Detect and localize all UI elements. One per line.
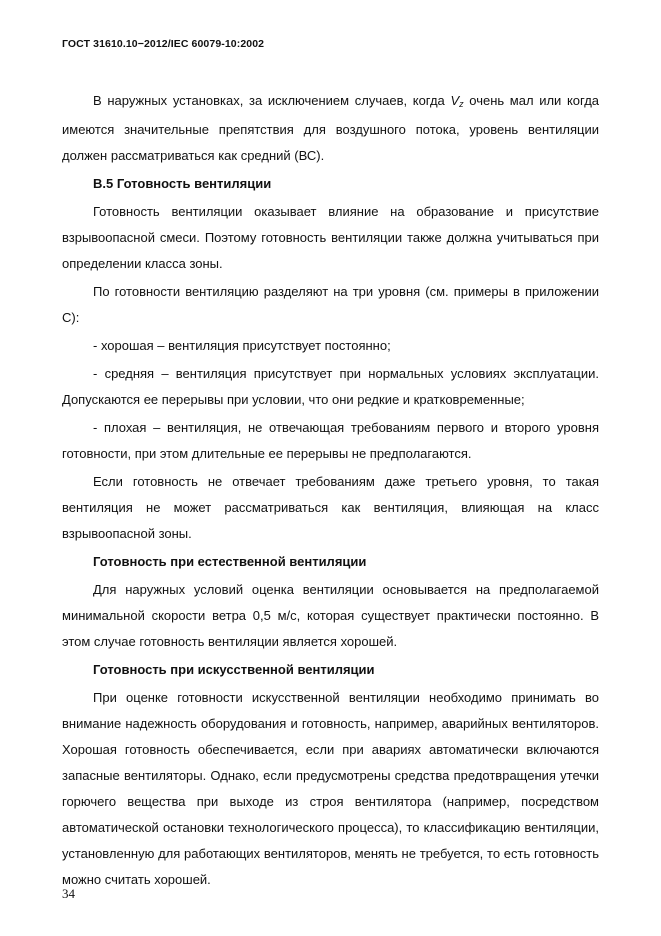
- document-body: [62, 88, 599, 893]
- list-item-good: - хорошая – вентиляция присутствует постоянно;: [93, 338, 391, 353]
- page-number: 34: [62, 886, 75, 901]
- paragraph-third-level: Если готовность не отвечает требованиям даже третьего уровня, то такая вентиляция не может рассматриваться как вентиляция, влияющая на класс взрывоопасной зоны.: [62, 474, 599, 541]
- section-heading-b5: В.5 Готовность вентиляции: [93, 176, 272, 191]
- paragraph-availability-intro: Готовность вентиляции оказывает влияние на образование и присутствие взрывоопасной смеси. Поэтому готовность вентиляции также должна учитываться при определении класса зоны.: [62, 204, 599, 271]
- paragraph-availability-levels: По готовности вентиляцию разделяют на три уровня (см. примеры в приложении С):: [62, 284, 599, 325]
- paragraph-text: очень мал или когда имеются значительные препятствия для воздушного потока, уровень вентиляции должен рассматриваться как средний (ВС).: [62, 93, 600, 163]
- list-item-medium: - средняя – вентиляция присутствует при нормальных условиях эксплуатации. Допускаются ее перерывы при условии, что они редкие и кратковременные;: [62, 366, 599, 407]
- paragraph-artificial-ventilation: При оценке готовности искусственной вентиляции необходимо принимать во внимание надежность оборудования и готовность, например, аварийных вентиляторов. Хорошая готовность обеспечивается, если при авариях автоматически включаются запасные вентиляторы. Однако, если предусмотрены средства предотвращения утечки горючего вещества при выходе из строя вентилятора (например, посредством автоматической остановки технологического процесса), то классификацию вентиляции, установленную для работающих вентиляторов, менять не требуется, то есть готовность можно считать хорошей.: [62, 690, 599, 887]
- variable-v: $V_z$: [450, 93, 464, 109]
- paragraph-outdoor-ventilation: [62, 88, 599, 169]
- paragraph-text: В наружных установках, за исключением случаев, когда: [93, 93, 451, 108]
- document-header: ГОСТ 31610.10−2012/IEC 60079-10:2002: [62, 38, 265, 50]
- section-heading-artificial: Готовность при искусственной вентиляции: [93, 662, 375, 677]
- paragraph-natural-ventilation: Для наружных условий оценка вентиляции основывается на предполагаемой минимальной скорости ветра 0,5 м/с, которая существует практически постоянно. В этом случае готовность вентиляции является хорошей.: [62, 582, 599, 649]
- section-heading-natural: Готовность при естественной вентиляции: [93, 554, 367, 569]
- list-item-poor: - плохая – вентиляция, не отвечающая требованиям первого и второго уровня готовности, при этом длительные ее перерывы не предполагаются.: [62, 420, 599, 461]
